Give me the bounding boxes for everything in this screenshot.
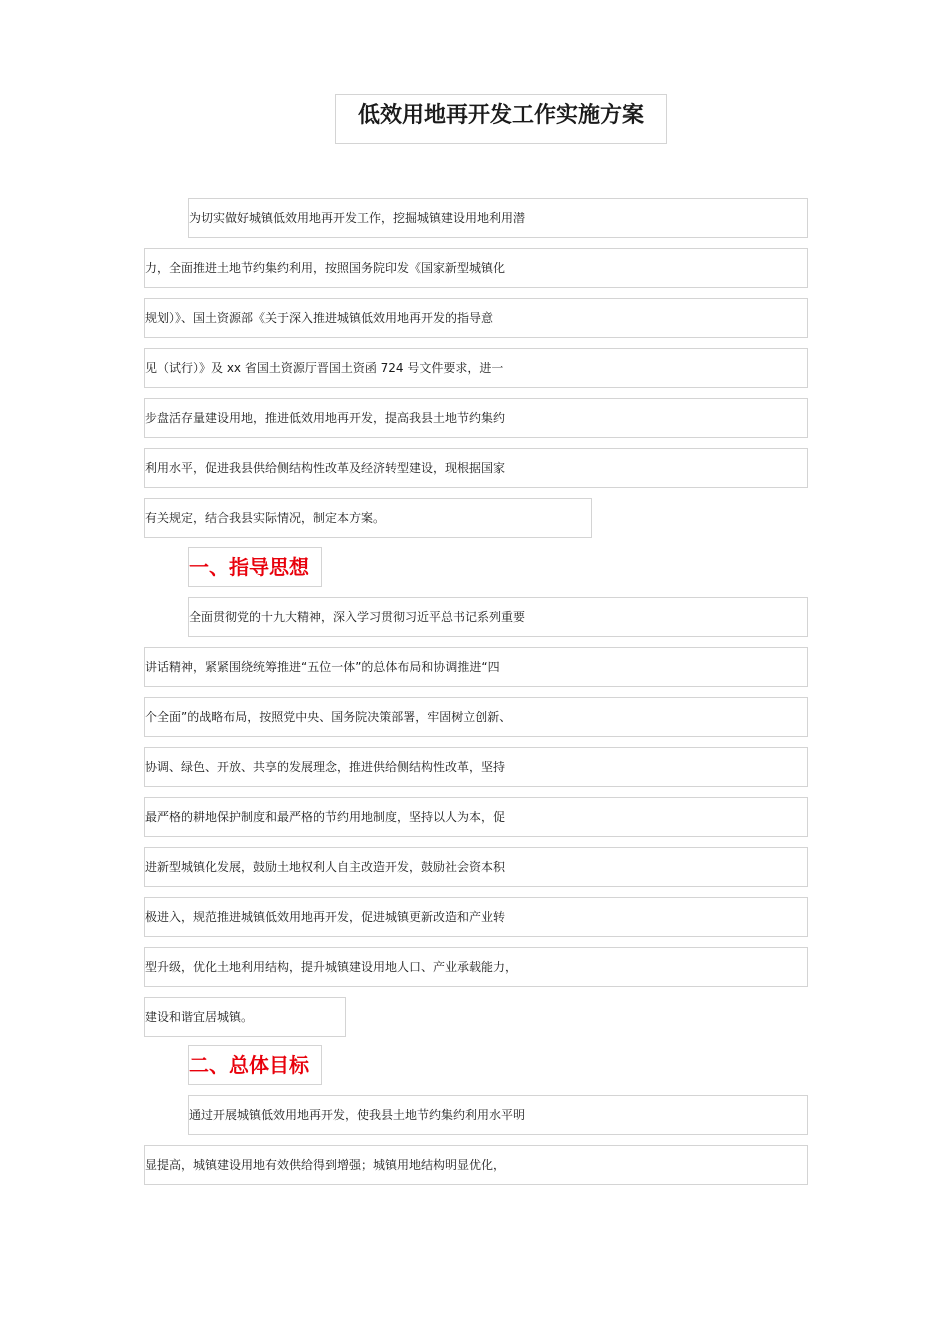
document-title: 低效用地再开发工作实施方案 [335, 94, 667, 144]
paragraph-line: 有关规定，结合我县实际情况，制定本方案。 [144, 498, 592, 538]
paragraph-line: 个全面”的战略布局，按照党中央、国务院决策部署，牢固树立创新、 [144, 697, 808, 737]
paragraph-line: 见（试行）》及 xx 省国土资源厅晋国土资函 724 号文件要求，进一 [144, 348, 808, 388]
section-heading-overall-goal: 二、总体目标 [188, 1045, 322, 1085]
paragraph-line: 讲话精神，紧紧围绕统筹推进“五位一体”的总体布局和协调推进“四 [144, 647, 808, 687]
paragraph-line: 步盘活存量建设用地，推进低效用地再开发，提高我县土地节约集约 [144, 398, 808, 438]
paragraph-line: 型升级，优化土地利用结构，提升城镇建设用地人口、产业承载能力， [144, 947, 808, 987]
paragraph-line: 通过开展城镇低效用地再开发，使我县土地节约集约利用水平明 [188, 1095, 808, 1135]
paragraph-line: 力，全面推进土地节约集约利用，按照国务院印发《国家新型城镇化 [144, 248, 808, 288]
paragraph-line: 最严格的耕地保护制度和最严格的节约用地制度，坚持以人为本，促 [144, 797, 808, 837]
paragraph-line: 进新型城镇化发展，鼓励土地权利人自主改造开发，鼓励社会资本积 [144, 847, 808, 887]
paragraph-line: 利用水平，促进我县供给侧结构性改革及经济转型建设，现根据国家 [144, 448, 808, 488]
paragraph-line: 显提高，城镇建设用地有效供给得到增强；城镇用地结构明显优化， [144, 1145, 808, 1185]
paragraph-line: 规划）》、国土资源部《关于深入推进城镇低效用地再开发的指导意 [144, 298, 808, 338]
paragraph-line: 全面贯彻党的十九大精神，深入学习贯彻习近平总书记系列重要 [188, 597, 808, 637]
paragraph-line: 协调、绿色、开放、共享的发展理念，推进供给侧结构性改革，坚持 [144, 747, 808, 787]
paragraph-line: 极进入，规范推进城镇低效用地再开发，促进城镇更新改造和产业转 [144, 897, 808, 937]
paragraph-line: 建设和谐宜居城镇。 [144, 997, 346, 1037]
section-heading-guiding-ideology: 一、指导思想 [188, 547, 322, 587]
paragraph-line: 为切实做好城镇低效用地再开发工作，挖掘城镇建设用地利用潜 [188, 198, 808, 238]
